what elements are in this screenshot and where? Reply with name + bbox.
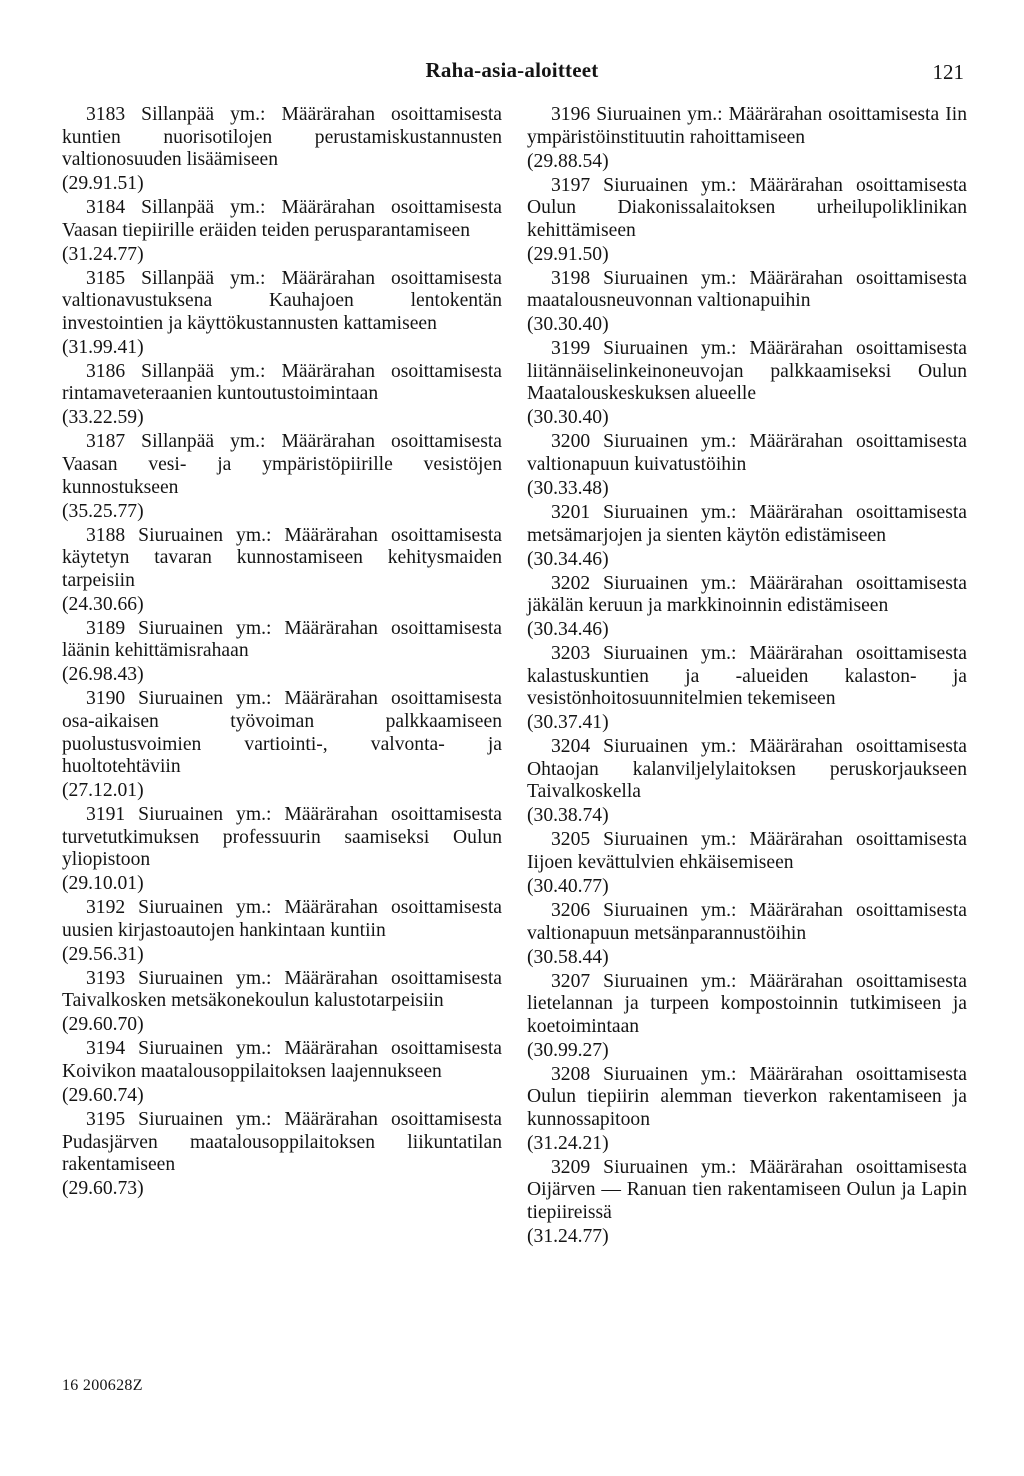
- initiative-entry: 3185 Sillanpää ym.: Määrärahan osoittamisesta valtionavustuksena Kauhajoen lentokentän investointien ja käyttökustannusten kattamiseen: [62, 267, 502, 334]
- initiative-entry: 3202 Siuruainen ym.: Määrärahan osoittamisesta jäkälän keruun ja markkinoinnin edistämiseen: [527, 572, 967, 617]
- budget-item-code: (31.24.77): [527, 1226, 609, 1248]
- budget-item-code: (30.37.41): [527, 712, 609, 734]
- initiative-entry: 3201 Siuruainen ym.: Määrärahan osoittamisesta metsämarjojen ja sienten käytön edistämiseen: [527, 502, 967, 546]
- left-column: [62, 104, 502, 1202]
- budget-item-code: (30.34.46): [527, 548, 609, 570]
- budget-item-code: (24.30.66): [62, 593, 144, 615]
- initiative-entry: 3196 Siuruainen ym.: Määrärahan osoittamisesta Iin ympäristöinstituutin rahoittamiseen: [527, 104, 967, 148]
- budget-item-code: (31.24.77): [62, 243, 144, 265]
- budget-item-code: (35.25.77): [62, 500, 144, 522]
- printer-code: 16 200628Z: [62, 1377, 143, 1394]
- initiative-entry: 3188 Siuruainen ym.: Määrärahan osoittamisesta käytetyn tavaran kunnostamiseen kehitysmaiden tarpeisiin: [62, 524, 502, 591]
- budget-item-code: (26.98.43): [62, 664, 144, 686]
- budget-item-code: (33.22.59): [62, 407, 144, 429]
- page-number: 121: [932, 60, 964, 84]
- budget-item-code: (30.30.40): [527, 314, 609, 336]
- budget-item-code: (29.91.50): [527, 243, 609, 265]
- initiative-entry: 3205 Siuruainen ym.: Määrärahan osoittamisesta Iijoen kevättulvien ehkäisemiseen: [527, 829, 967, 874]
- budget-item-code: (27.12.01): [62, 780, 144, 802]
- page-header: [0, 58, 1024, 88]
- initiative-entry: 3183 Sillanpää ym.: Määrärahan osoittamisesta kuntien nuorisotilojen perustamiskustannusten valtionosuuden lisäämiseen: [62, 104, 502, 171]
- initiative-entry: 3187 Sillanpää ym.: Määrärahan osoittamisesta Vaasan vesi- ja ympäristöpiirille vesistöjen kunnostukseen: [62, 431, 502, 498]
- initiative-entry: 3199 Siuruainen ym.: Määrärahan osoittamisesta liitännäiselinkeinoneuvojan palkkaamiseksi Oulun Maatalouskeskuksen alueelle: [527, 338, 967, 405]
- budget-item-code: (30.99.27): [527, 1039, 609, 1061]
- initiative-entry: 3186 Sillanpää ym.: Määrärahan osoittamisesta rintamaveteraanien kuntoutustoimintaan: [62, 360, 502, 405]
- budget-item-code: (30.58.44): [527, 946, 609, 968]
- budget-item-code: (29.60.73): [62, 1178, 144, 1200]
- initiative-entry: 3193 Siuruainen ym.: Määrärahan osoittamisesta Taivalkosken metsäkonekoulun kalustotarpeisiin: [62, 967, 502, 1012]
- initiative-entry: 3209 Siuruainen ym.: Määrärahan osoittamisesta Oijärven — Ranuan tien rakentamiseen Oulun ja Lapin tiepiireissä: [527, 1156, 967, 1224]
- initiative-entry: 3203 Siuruainen ym.: Määrärahan osoittamisesta kalastuskuntien ja -alueiden kalaston- ja vesistönhoitosuunnitelmien tekemiseen: [527, 643, 967, 710]
- initiative-entry: 3194 Siuruainen ym.: Määrärahan osoittamisesta Koivikon maatalousoppilaitoksen laajennukseen: [62, 1038, 502, 1082]
- budget-item-code: (30.38.74): [527, 805, 609, 827]
- initiative-entry: 3198 Siuruainen ym.: Määrärahan osoittamisesta maatalousneuvonnan valtionapuihin: [527, 267, 967, 312]
- initiative-entry: 3204 Siuruainen ym.: Määrärahan osoittamisesta Ohtaojan kalanviljelylaitoksen peruskorjaukseen Taivalkoskella: [527, 736, 967, 803]
- budget-item-code: (30.30.40): [527, 407, 609, 429]
- initiative-entry: 3189 Siuruainen ym.: Määrärahan osoittamisesta läänin kehittämisrahaan: [62, 617, 502, 662]
- budget-item-code: (30.40.77): [527, 876, 609, 898]
- initiative-entry: 3184 Sillanpää ym.: Määrärahan osoittamisesta Vaasan tiepiirille eräiden teiden perusparantamiseen: [62, 197, 502, 241]
- budget-item-code: (29.88.54): [527, 150, 609, 172]
- initiative-entry: 3197 Siuruainen ym.: Määrärahan osoittamisesta Oulun Diakonissalaitoksen urheilupoliklinikan kehittämiseen: [527, 174, 967, 241]
- budget-item-code: (30.34.46): [527, 619, 609, 641]
- budget-item-code: (31.99.41): [62, 336, 144, 358]
- initiative-entry: 3191 Siuruainen ym.: Määrärahan osoittamisesta turvetutkimuksen professuurin saamiseksi Oulun yliopistoon: [62, 804, 502, 871]
- budget-item-code: (29.56.31): [62, 943, 144, 965]
- budget-item-code: (31.24.21): [527, 1132, 609, 1154]
- right-column: [527, 104, 967, 1250]
- initiative-entry: 3207 Siuruainen ym.: Määrärahan osoittamisesta lietelannan ja turpeen kompostoinnin tutkimiseen ja koetoimintaan: [527, 970, 967, 1037]
- initiative-entry: 3195 Siuruainen ym.: Määrärahan osoittamisesta Pudasjärven maatalousoppilaitoksen liikuntatilan rakentamiseen: [62, 1108, 502, 1176]
- budget-item-code: (29.60.70): [62, 1014, 144, 1036]
- initiative-entry: 3190 Siuruainen ym.: Määrärahan osoittamisesta osa-aikaisen työvoiman palkkaamiseen puolustusvoimien vartiointi-, valvonta- ja huoltotehtäviin: [62, 688, 502, 778]
- running-title: Raha-asia-aloitteet: [425, 58, 599, 82]
- budget-item-code: (29.60.74): [62, 1084, 144, 1106]
- budget-item-code: (29.91.51): [62, 173, 144, 195]
- budget-item-code: (30.33.48): [527, 478, 609, 500]
- budget-item-code: (29.10.01): [62, 873, 144, 895]
- initiative-entry: 3206 Siuruainen ym.: Määrärahan osoittamisesta valtionapuun metsänparannustöihin: [527, 900, 967, 944]
- initiative-entry: 3208 Siuruainen ym.: Määrärahan osoittamisesta Oulun tiepiirin alemman tieverkon rakentamiseen ja kunnossapitoon: [527, 1063, 967, 1130]
- initiative-entry: 3200 Siuruainen ym.: Määrärahan osoittamisesta valtionapuun kuivatustöihin: [527, 431, 967, 476]
- initiative-entry: 3192 Siuruainen ym.: Määrärahan osoittamisesta uusien kirjastoautojen hankintaan kuntiin: [62, 897, 502, 941]
